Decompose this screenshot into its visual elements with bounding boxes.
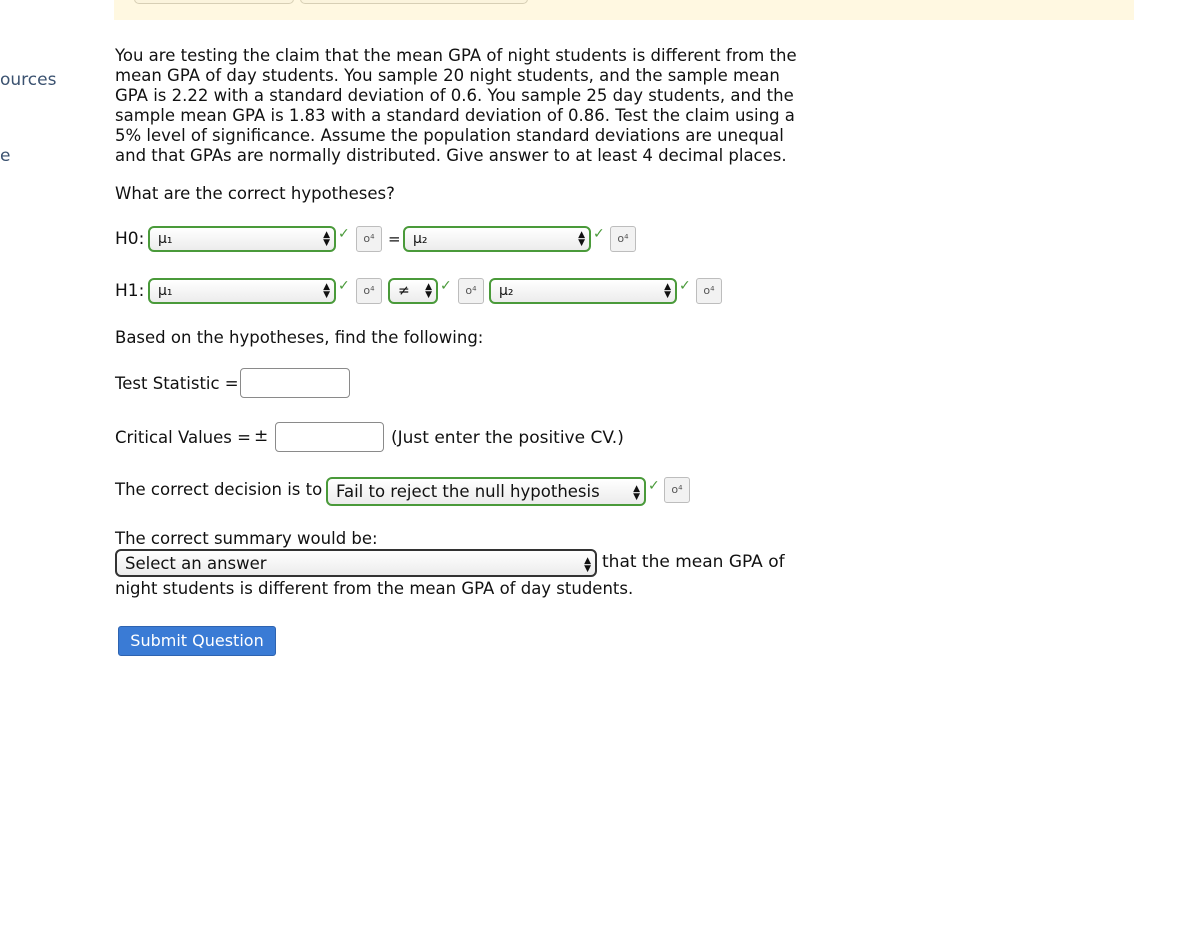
- h0-left-value: μ₁: [158, 231, 173, 247]
- test-statistic-label: Test Statistic =: [115, 374, 239, 393]
- summary-value: Select an answer: [125, 554, 267, 573]
- h1-left-select[interactable]: [148, 278, 336, 304]
- question-prompt: You are testing the claim that the mean GPA of night students is different from the mean GPA of day students. You sample 20 night students, and the sample mean GPA is 2.22 with a standard deviation of 0.6. You sample 25 day students, and the sample mean GPA is 1.83 with a standard deviation of 0.86. Test the claim using a 5% level of significance. Assume the population standard deviations are unequal and that GPAs are normally distributed. Give answer to at least 4 decimal places.: [115, 46, 797, 165]
- summary-tail-2: night students is different from the mean GPA of day students.: [115, 579, 634, 598]
- h0-left-select[interactable]: [148, 226, 336, 252]
- critical-hint: (Just enter the positive CV.): [391, 428, 624, 448]
- sidebar-fragment: e: [0, 146, 11, 166]
- test-statistic-input[interactable]: [240, 368, 350, 398]
- critical-value-input[interactable]: [275, 422, 384, 452]
- correct-check-icon: ✓: [338, 278, 350, 294]
- h0-right-select[interactable]: [403, 226, 591, 252]
- key-icon[interactable]: o⁴: [664, 477, 690, 503]
- select-arrows-icon: ▲ ▼: [323, 282, 330, 300]
- key-icon[interactable]: o⁴: [356, 278, 382, 304]
- banner-button-left[interactable]: [134, 0, 294, 4]
- summary-label: The correct summary would be:: [115, 529, 378, 548]
- submit-question-button[interactable]: Submit Question: [118, 626, 276, 656]
- correct-check-icon: ✓: [648, 478, 660, 494]
- key-icon[interactable]: o⁴: [610, 226, 636, 252]
- sidebar-resources-link[interactable]: ources: [0, 70, 57, 90]
- select-arrows-icon: ▲ ▼: [664, 282, 671, 300]
- hypotheses-heading: What are the correct hypotheses?: [115, 184, 395, 203]
- h1-right-value: μ₂: [499, 283, 514, 299]
- h0-right-value: μ₂: [413, 231, 428, 247]
- decision-label: The correct decision is to: [115, 480, 323, 499]
- key-icon[interactable]: o⁴: [458, 278, 484, 304]
- notice-banner: [114, 0, 1134, 20]
- h1-operator-value: ≠: [398, 283, 410, 299]
- h1-right-select[interactable]: [489, 278, 677, 304]
- h0-operator: =: [388, 230, 401, 248]
- select-arrows-icon: ▲ ▼: [584, 556, 591, 574]
- h1-operator-select[interactable]: [388, 278, 438, 304]
- h1-left-value: μ₁: [158, 283, 173, 299]
- correct-check-icon: ✓: [593, 226, 605, 242]
- find-heading: Based on the hypotheses, find the following:: [115, 328, 484, 347]
- critical-values-label: Critical Values =: [115, 428, 251, 447]
- h0-label: H0:: [115, 229, 145, 249]
- correct-check-icon: ✓: [440, 278, 452, 294]
- plus-minus-sign: ±: [254, 426, 269, 446]
- select-arrows-icon: ▲ ▼: [633, 484, 640, 502]
- select-arrows-icon: ▲ ▼: [323, 230, 330, 248]
- decision-value: Fail to reject the null hypothesis: [336, 482, 600, 501]
- banner-button-right[interactable]: [300, 0, 528, 4]
- select-arrows-icon: ▲ ▼: [578, 230, 585, 248]
- h1-label: H1:: [115, 281, 145, 301]
- select-arrows-icon: ▲ ▼: [425, 282, 432, 300]
- summary-select[interactable]: [115, 549, 597, 577]
- decision-select[interactable]: [326, 477, 646, 506]
- correct-check-icon: ✓: [338, 226, 350, 242]
- correct-check-icon: ✓: [679, 278, 691, 294]
- summary-tail-1: that the mean GPA of: [602, 552, 785, 572]
- key-icon[interactable]: o⁴: [696, 278, 722, 304]
- key-icon[interactable]: o⁴: [356, 226, 382, 252]
